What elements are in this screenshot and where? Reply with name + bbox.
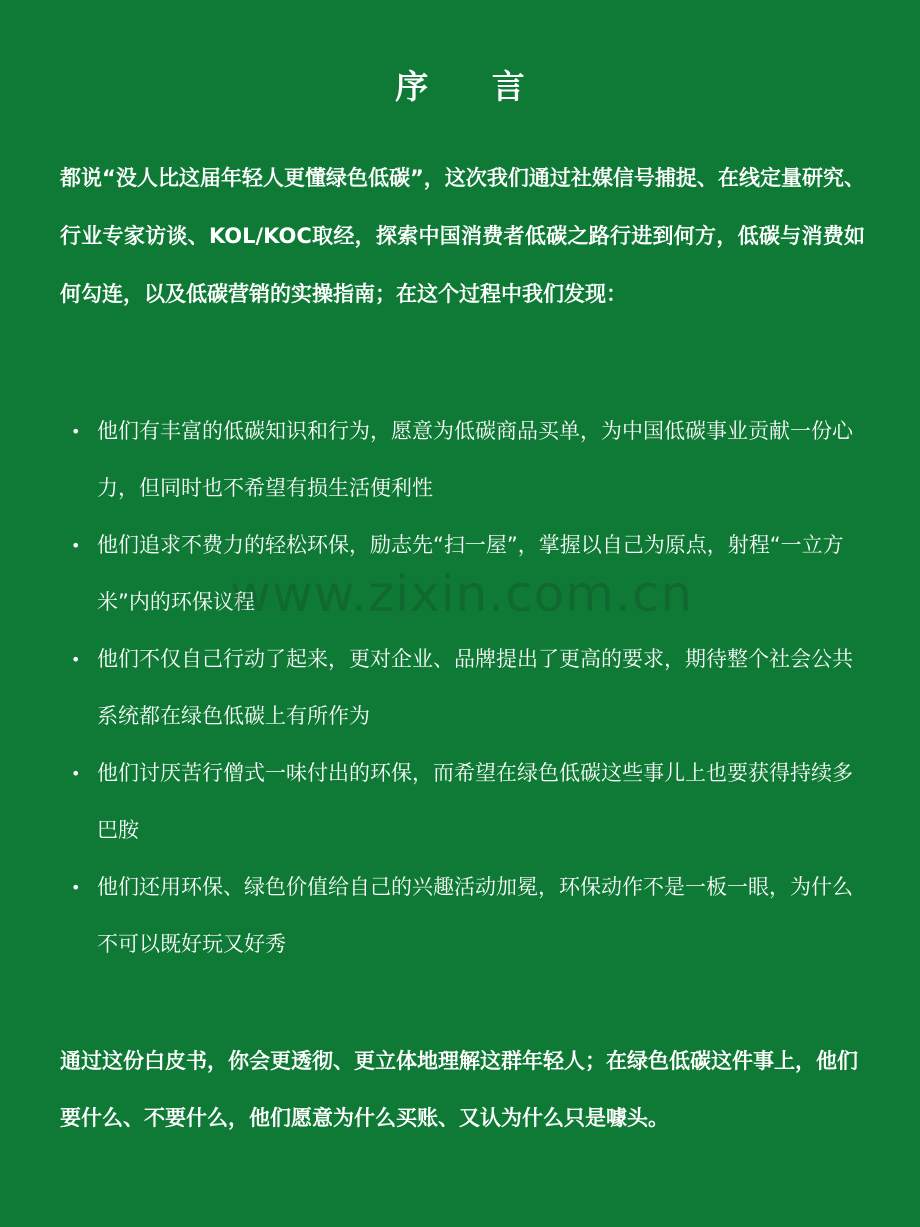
list-item	[60, 631, 860, 745]
list-item	[60, 745, 860, 859]
finding-text: 他们讨厌苦行僧式一味付出的环保，而希望在绿色低碳这些事儿上也要获得持续多巴胺	[97, 761, 853, 842]
bullet-icon: •	[71, 878, 81, 897]
outro-paragraph: 通过这份白皮书，你会更透彻、更立体地理解这群年轻人；在绿色低碳这件事上，他们要什么、不要什么，他们愿意为什么买账、又认为什么只是噱头。	[60, 1049, 858, 1130]
finding-text: 他们有丰富的低碳知识和行为，愿意为低碳商品买单，为中国低碳事业贡献一份心力，但同时也不希望有损生活便利性	[97, 419, 853, 500]
page-title: 序 言	[395, 67, 551, 106]
bullet-icon: •	[71, 650, 81, 669]
finding-text: 他们不仅自己行动了起来，更对企业、品牌提出了更高的要求，期待整个社会公共系统都在绿色低碳上有所作为	[97, 647, 853, 728]
list-item	[60, 859, 860, 973]
bullet-icon: •	[71, 764, 81, 783]
list-item	[60, 403, 860, 517]
bullet-icon: •	[71, 422, 81, 441]
bullet-icon: •	[71, 536, 81, 555]
finding-text: 他们追求不费力的轻松环保，励志先“扫一屋”，掌握以自己为原点，射程“一立方米”内的环保议程	[97, 533, 844, 614]
intro-paragraph: 都说“没人比这届年轻人更懂绿色低碳”，这次我们通过社媒信号捕捉、在线定量研究、行业专家访谈、KOL/KOC取经，探索中国消费者低碳之路行进到何方，低碳与消费如何勾连，以及低碳营销的实操指南；在这个过程中我们发现：	[60, 166, 865, 306]
finding-text: 他们还用环保、绿色价值给自己的兴趣活动加冕，环保动作不是一板一眼，为什么不可以既好玩又好秀	[97, 875, 853, 956]
findings-list	[60, 403, 860, 973]
watermark: www.zixin.com.cn	[230, 565, 694, 623]
